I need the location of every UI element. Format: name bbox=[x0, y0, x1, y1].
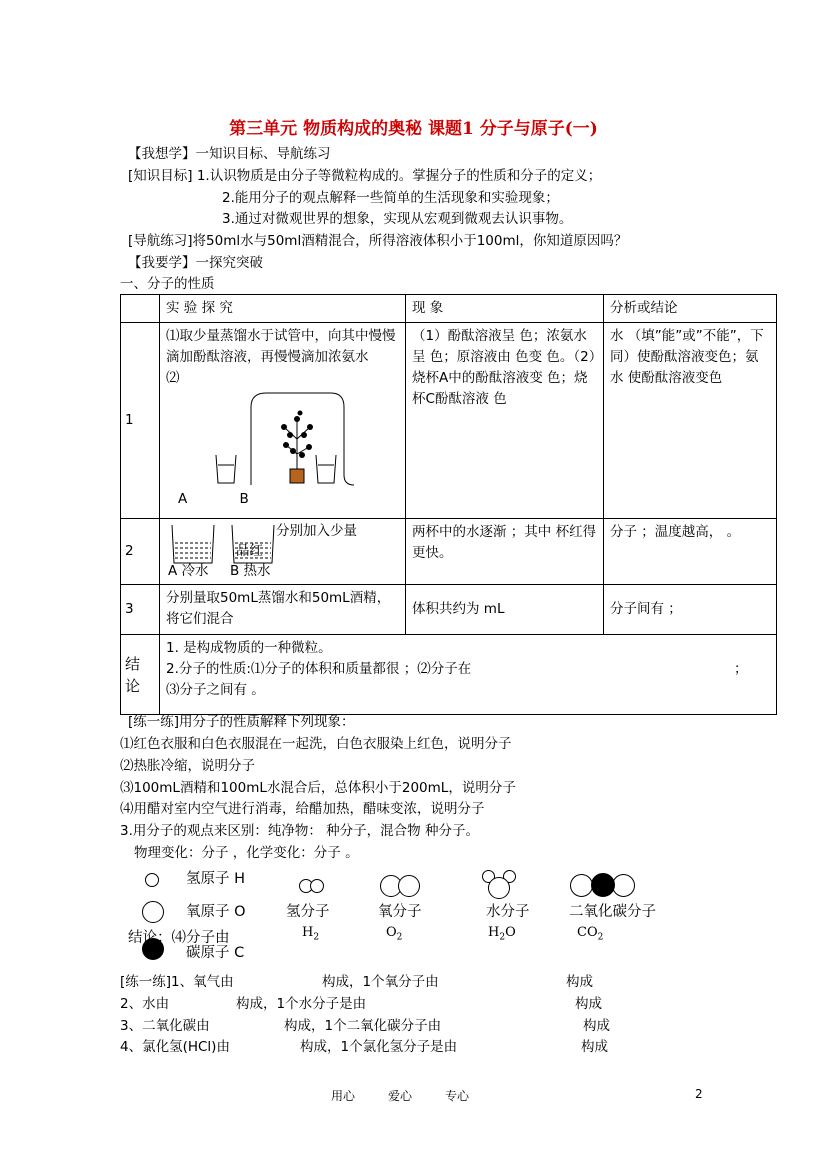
experiment-text: 分别加入少量 bbox=[276, 523, 357, 539]
experiment-table bbox=[120, 294, 777, 715]
conclusion-4: 结论：⑷分子由 bbox=[128, 930, 230, 946]
summary-line-1: 1. 是构成物质的一种微粒。 bbox=[166, 640, 332, 656]
co2-model-o1 bbox=[570, 874, 593, 897]
practice2-line1b: 构成，1个氧分子由 bbox=[322, 974, 439, 990]
hydrogen-atom-label: 氢原子 H bbox=[186, 871, 246, 887]
phenomenon-text: 体积共约为 mL bbox=[412, 601, 505, 617]
phenomenon-text: （1）酚酞溶液呈 色；浓氨水呈 色；原溶液由 色变 色。（2）烧杯A中的酚酞溶液变 色；烧杯C酚酞溶液 色 bbox=[412, 328, 596, 407]
practice2-line3a: 3、二氧化碳由 bbox=[120, 1018, 210, 1034]
co2-model-c bbox=[591, 873, 615, 897]
practice2-line2b: 构成，1个水分子是由 bbox=[236, 996, 367, 1012]
table-row bbox=[121, 635, 777, 715]
conclusion-cell bbox=[604, 519, 777, 585]
knowledge-goal-2: 2.能用分子的观点解释一些简单的生活现象和实验现象； bbox=[222, 190, 559, 206]
phenolphthalein-flower bbox=[281, 411, 313, 470]
page-number: 2 bbox=[695, 1087, 703, 1101]
oxygen-atom-icon bbox=[142, 901, 164, 923]
beaker-label-cold: A 冷水 bbox=[168, 563, 209, 579]
section-molecule-properties: 一、分子的性质 bbox=[120, 276, 215, 292]
section-header-explore: 【我要学】一探究突破 bbox=[128, 255, 263, 271]
summary-line-2-end: ； bbox=[734, 661, 748, 677]
co2-formula: $CO_2$ bbox=[577, 925, 604, 943]
practice-item-3: ⑶100mL酒精和100mL水混合后，总体积小于200mL，说明分子 bbox=[120, 780, 516, 796]
table-header-num bbox=[121, 295, 160, 323]
guide-exercise: [导航练习]将50ml水与50ml酒精混合，所得溶液体积小于100ml，你知道原因吗？ bbox=[128, 233, 628, 249]
conclusion-text: 分子 ；温度越高， 。 bbox=[610, 524, 741, 540]
knowledge-goal-1: [知识目标] 1.认识物质是由分子等微粒构成的。掌握分子的性质和分子的定义； bbox=[128, 168, 602, 184]
beaker-c bbox=[316, 455, 336, 483]
h2-name: 氢分子 bbox=[286, 904, 330, 920]
footer-item: 用心 bbox=[331, 1089, 356, 1103]
conclusion-cell bbox=[604, 585, 777, 635]
table-header-phenomenon: 现 象 bbox=[406, 295, 604, 323]
phenomenon-cell bbox=[406, 323, 604, 519]
row-number: 1 bbox=[121, 323, 160, 519]
o2-formula: $O_2$ bbox=[386, 925, 403, 943]
co2-model-o2 bbox=[612, 874, 635, 897]
hydrogen-atom-icon bbox=[145, 873, 159, 887]
practice2-line1c: 构成 bbox=[566, 974, 593, 990]
summary-label: 结论 bbox=[121, 635, 160, 715]
row-number: 2 bbox=[121, 519, 160, 585]
table-header-conclusion: 分析或结论 bbox=[604, 295, 777, 323]
practice2-line3b: 构成，1个二氧化碳分子由 bbox=[284, 1018, 442, 1034]
summary-cell bbox=[160, 635, 777, 715]
carbon-atom-label: 碳原子 C bbox=[186, 945, 245, 961]
footer-item: 专心 bbox=[445, 1089, 470, 1103]
beaker-label-hot: B 热水 bbox=[230, 563, 271, 579]
footer-item: 爱心 bbox=[388, 1089, 413, 1103]
practice-item-6: 物理变化：分子 ，化学变化：分子 。 bbox=[134, 845, 359, 861]
practice-intro: [练一练]用分子的性质解释下列现象： bbox=[128, 714, 355, 730]
practice-item-5: 3.用分子的观点来区别：纯净物： 种分子，混合物 种分子。 bbox=[120, 823, 479, 839]
phenomenon-cell bbox=[406, 519, 604, 585]
beaker-labels bbox=[178, 489, 399, 510]
table-row bbox=[121, 519, 777, 585]
experiment-cell bbox=[160, 585, 406, 635]
experiment-cell bbox=[160, 519, 406, 585]
cold-water-beaker bbox=[172, 525, 214, 563]
h2-model-atom-2 bbox=[310, 879, 324, 893]
practice2-line4b: 构成，1个氯化氢分子是由 bbox=[300, 1039, 458, 1055]
oxygen-atom-label: 氧原子 O bbox=[186, 904, 246, 920]
cold-water-liquid bbox=[175, 543, 211, 558]
experiment-cell bbox=[160, 323, 406, 519]
o2-name: 氧分子 bbox=[378, 904, 422, 920]
practice2-line4c: 构成 bbox=[581, 1039, 608, 1055]
section-header-learn: 【我想学】一知识目标、导航练习 bbox=[128, 146, 331, 162]
table-header-experiment: 实 验 探 究 bbox=[160, 295, 406, 323]
h2o-name: 水分子 bbox=[486, 904, 530, 920]
h2o-formula: $H_2O$ bbox=[488, 925, 516, 943]
practice2-line1a: [练一练]1、氧气由 bbox=[120, 974, 234, 990]
practice2-line2a: 2、水由 bbox=[120, 996, 170, 1012]
practice2-line3c: 构成 bbox=[583, 1018, 610, 1034]
practice-item-4: ⑷用醋对室内空气进行消毒，给醋加热，醋味变浓，说明分子 bbox=[120, 801, 485, 817]
summary-line-2: 2.分子的性质:⑴分子的体积和质量都很 ；⑵分子在 bbox=[166, 661, 472, 677]
row-number: 3 bbox=[121, 585, 160, 635]
practice2-line2c: 构成 bbox=[575, 996, 602, 1012]
summary-line-3: ⑶分子之间有 。 bbox=[166, 682, 265, 698]
table-row bbox=[121, 323, 777, 519]
experiment-text: 分别量取50mL蒸馏水和50mL酒精，将它们混合 bbox=[166, 590, 391, 627]
experiment-text: ⑴取少量蒸馏水于试管中，向其中慢慢滴加酚酞溶液，再慢慢滴加浓氨水 bbox=[166, 328, 396, 365]
ammonia-diffusion-apparatus bbox=[196, 389, 356, 489]
page-title: 第三单元 物质构成的奥秘 课题1 分子与原子(一) bbox=[229, 119, 598, 139]
conclusion-text: 水 （填”能”或”不能”，下同）使酚酞溶液变色；氨水 使酚酞溶液变色 bbox=[610, 328, 764, 386]
practice-item-2: ⑵热胀冷缩，说明分子 bbox=[120, 758, 255, 774]
dye-label: 品红 bbox=[236, 543, 263, 559]
beaker-a bbox=[216, 455, 236, 483]
beaker-label-a: A bbox=[178, 491, 188, 507]
conclusion-text: 分子间有 ； bbox=[610, 601, 682, 617]
co2-name: 二氧化碳分子 bbox=[569, 904, 656, 920]
practice2-line4a: 4、氯化氢(HCl)由 bbox=[120, 1039, 230, 1055]
phenomenon-text: 两杯中的水逐渐 ；其中 杯红得更快。 bbox=[412, 524, 597, 561]
table-row bbox=[121, 585, 777, 635]
h2-formula: $H_2$ bbox=[302, 925, 320, 943]
flower-pot bbox=[290, 469, 304, 483]
practice-item-1: ⑴红色衣服和白色衣服混在一起洗，白色衣服染上红色，说明分子 bbox=[120, 736, 512, 752]
experiment-sub-label: ⑵ bbox=[166, 370, 180, 386]
knowledge-goal-3: 3.通过对微观世界的想象，实现从宏观到微观去认识事物。 bbox=[222, 211, 573, 227]
h2o-model-o bbox=[488, 877, 510, 899]
o2-model-atom-2 bbox=[398, 875, 420, 897]
beaker-label-b: B bbox=[239, 491, 249, 507]
conclusion-cell bbox=[604, 323, 777, 519]
phenomenon-cell bbox=[406, 585, 604, 635]
